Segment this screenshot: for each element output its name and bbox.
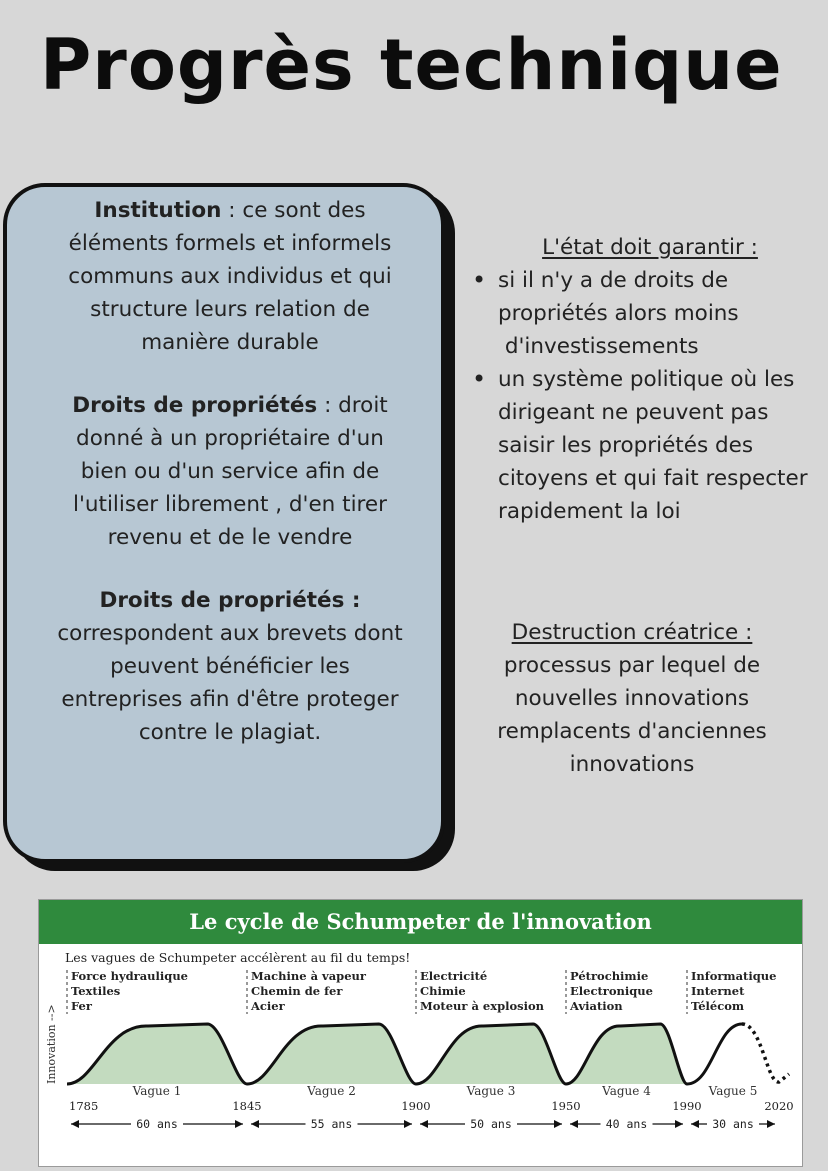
duration-arrow-right [767,1120,775,1128]
definition-line: droit [338,393,388,418]
list-item-line: saisir les propriétés des [498,433,754,458]
duration-arrow-right [675,1120,683,1128]
year-tick: 2020 [764,1099,794,1113]
wave-innovation: Chimie [420,984,466,998]
duration-arrow-left [251,1120,259,1128]
duration-arrow-left [691,1120,699,1128]
wave-innovation: Force hydraulique [71,969,188,983]
duration-arrow-left [570,1120,578,1128]
wave-innovation: Acier [251,999,285,1013]
duration-label: 30 ans [712,1117,754,1131]
list-item-line: dirigeant ne peuvent pas [498,400,769,425]
definition-line: correspondent aux brevets dont [57,621,403,646]
destruction-creatrice-section [462,616,802,781]
term-institution: Institution [94,198,222,223]
wave-label: Vague 4 [602,1084,651,1098]
term-droits-proprietes-2: Droits de propriétés : [99,588,361,613]
wave-innovation: Télécom [691,999,745,1013]
chart-title: Le cycle de Schumpeter de l'innovation [39,900,802,944]
duration-arrow-right [404,1120,412,1128]
wave-innovation: Chemin de fer [251,984,343,998]
wave-label: Vague 5 [708,1084,758,1098]
chart-subtitle: Les vagues de Schumpeter accélèrent au fil du temps! [65,950,411,965]
duration-arrow-right [235,1120,243,1128]
wave-innovation: Textiles [71,984,121,998]
definition-line: innovations [569,752,695,777]
definition-line: processus par lequel de [503,653,761,678]
term-droits-proprietes: Droits de propriétés [72,393,318,418]
definition-institution [14,194,446,359]
schumpeter-chart [38,899,803,1167]
list-item-line: • si il n'y a de droits de [498,268,729,293]
list-item [462,264,828,363]
definition-brevets [14,584,446,749]
list-item-line: citoyens et qui fait respecter [498,466,808,491]
duration-label: 55 ans [310,1117,353,1131]
etat-garantir-list [462,264,828,528]
duration-arrow-left [420,1120,428,1128]
definition-line: structure leurs relation de [90,297,370,322]
definition-line: manière durable [141,330,319,355]
list-item-line: rapidement la loi [498,499,681,524]
wave-innovation: Electricité [420,969,488,983]
definition-line: remplacents d'anciennes [497,719,767,744]
list-item [462,363,828,528]
wave-innovation: Electronique [570,984,653,998]
term-separator: : [221,198,243,223]
wave-line [687,1024,742,1084]
definition-line: entreprises afin d'être proteger [61,687,399,712]
list-item-line: d'investissements [498,334,699,359]
wave-label: Vague 3 [466,1084,516,1098]
definition-line: contre le plagiat. [138,720,322,745]
definition-line: peuvent bénéficier les [110,654,350,679]
wave-innovation: Moteur à explosion [420,999,545,1013]
duration-label: 60 ans [136,1117,178,1131]
wave-fill [247,1024,416,1084]
wave-innovation: Aviation [570,999,623,1013]
definition-line: donné à un propriétaire d'un [76,426,384,451]
year-tick: 1845 [232,1099,262,1113]
wave-projection [742,1024,789,1082]
duration-arrow-right [554,1120,562,1128]
wave-fill [67,1024,247,1084]
wave-innovation: Pétrochimie [570,969,649,983]
year-tick: 1990 [672,1099,702,1113]
year-tick: 1900 [401,1099,431,1113]
page-title: Progrès technique [40,24,783,106]
year-tick: 1950 [551,1099,581,1113]
definition-line: l'utiliser librement , d'en tirer [73,492,387,517]
wave-innovation: Machine à vapeur [251,969,366,983]
destruction-creatrice-heading: Destruction créatrice : [511,620,753,645]
wave-label: Vague 2 [307,1084,356,1098]
duration-label: 40 ans [605,1117,648,1131]
definition-line: bien ou d'un service afin de [80,459,380,484]
definition-line: communs aux individus et qui [68,264,392,289]
definition-line: nouvelles innovations [514,686,750,711]
list-item-line: • un système politique où les [498,367,795,392]
list-item-line: propriétés alors moins [498,301,739,326]
wave-label: Vague 1 [132,1084,182,1098]
duration-label: 50 ans [470,1117,512,1131]
wave-fill [416,1024,566,1084]
wave-innovation: Fer [71,999,92,1013]
etat-garantir-section [462,231,828,528]
duration-arrow-left [71,1120,79,1128]
definition-line: ce sont des [242,198,366,223]
year-tick: 1785 [69,1099,99,1113]
wave-innovation: Internet [691,984,745,998]
etat-garantir-heading: L'état doit garantir : [542,235,758,260]
wave-innovation: Informatique [691,969,777,983]
term-separator: : [317,393,339,418]
definition-droits-proprietes [14,389,446,554]
definition-line: revenu et de le vendre [107,525,353,550]
chart-ylabel: Innovation --> [45,1004,58,1084]
chart-plot [39,944,804,1168]
definition-line: éléments formels et informels [68,231,392,256]
